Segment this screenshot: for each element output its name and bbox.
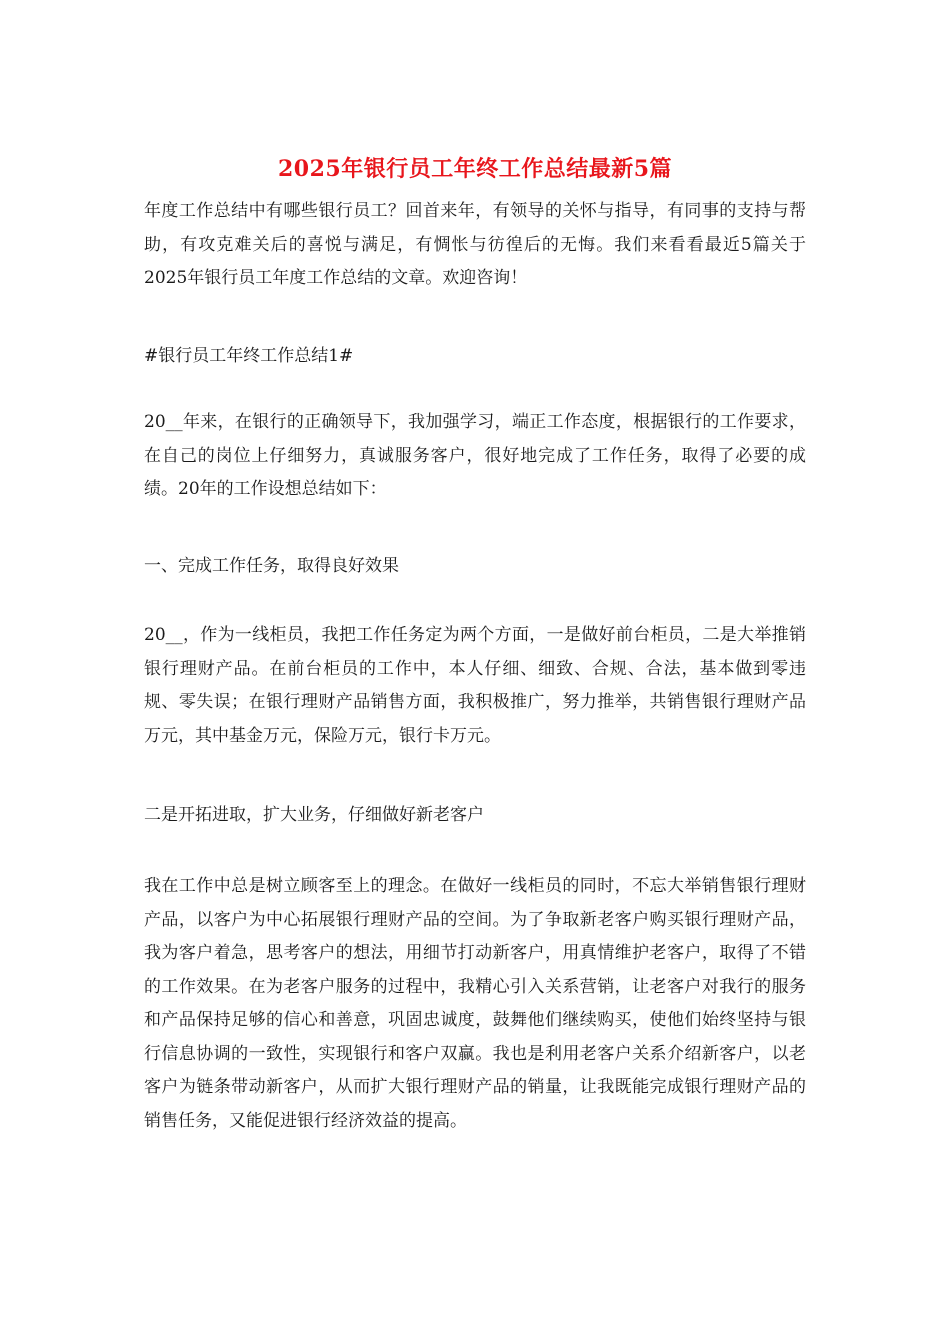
subheading-2: 二是开拓进取，扩大业务，仔细做好新老客户 bbox=[144, 805, 484, 825]
document-title: 2025年银行员工年终工作总结最新5篇 bbox=[277, 156, 673, 182]
section-heading-1: #银行员工年终工作总结1# bbox=[144, 346, 354, 366]
subheading-1: 一、完成工作任务，取得良好效果 bbox=[144, 556, 399, 576]
body-paragraph: 我在工作中总是树立顾客至上的理念。在做好一线柜员的同时，不忘大举销售银行理财产品，以客户为中心拓展银行理财产品的空间。为了争取新老客户购买银行理财产品，我为客户着急，思考客户的想法，用细节打动新客户，用真情维护老客户，取得了不错的工作效果。在为老客户服务的过程中，我精心引入关系营销，让老客户对我行的服务和产品保持足够的信心和善意，巩固忠诚度，鼓舞他们继续购买，使他们始终坚持与银行信息协调的一致性，实现银行和客户双赢。我也是利用老客户关系介绍新客户，以老客户为链条带动新客户，从而扩大银行理财产品的销量，让我既能完成银行理财产品的销售任务，又能促进银行经济效益的提高。 bbox=[144, 876, 806, 1131]
body-paragraph: 20__，作为一线柜员，我把工作任务定为两个方面，一是做好前台柜员，二是大举推销银行理财产品。在前台柜员的工作中，本人仔细、细致、合规、合法，基本做到零违规、零失误；在银行理财产品销售方面，我积极推广，努力推举，共销售银行理财产品万元，其中基金万元，保险万元，银行卡万元。 bbox=[144, 625, 806, 746]
intro-paragraph: 年度工作总结中有哪些银行员工？回首来年，有领导的关怀与指导，有同事的支持与帮助，有攻克难关后的喜悦与满足，有惆怅与彷徨后的无悔。我们来看看最近5篇关于2025年银行员工年度工作总结的文章。欢迎咨询！ bbox=[144, 201, 806, 288]
body-paragraph: 20__年来，在银行的正确领导下，我加强学习，端正工作态度，根据银行的工作要求，在自己的岗位上仔细努力，真诚服务客户，很好地完成了工作任务，取得了必要的成绩。20年的工作设想总结如下： bbox=[144, 412, 806, 499]
